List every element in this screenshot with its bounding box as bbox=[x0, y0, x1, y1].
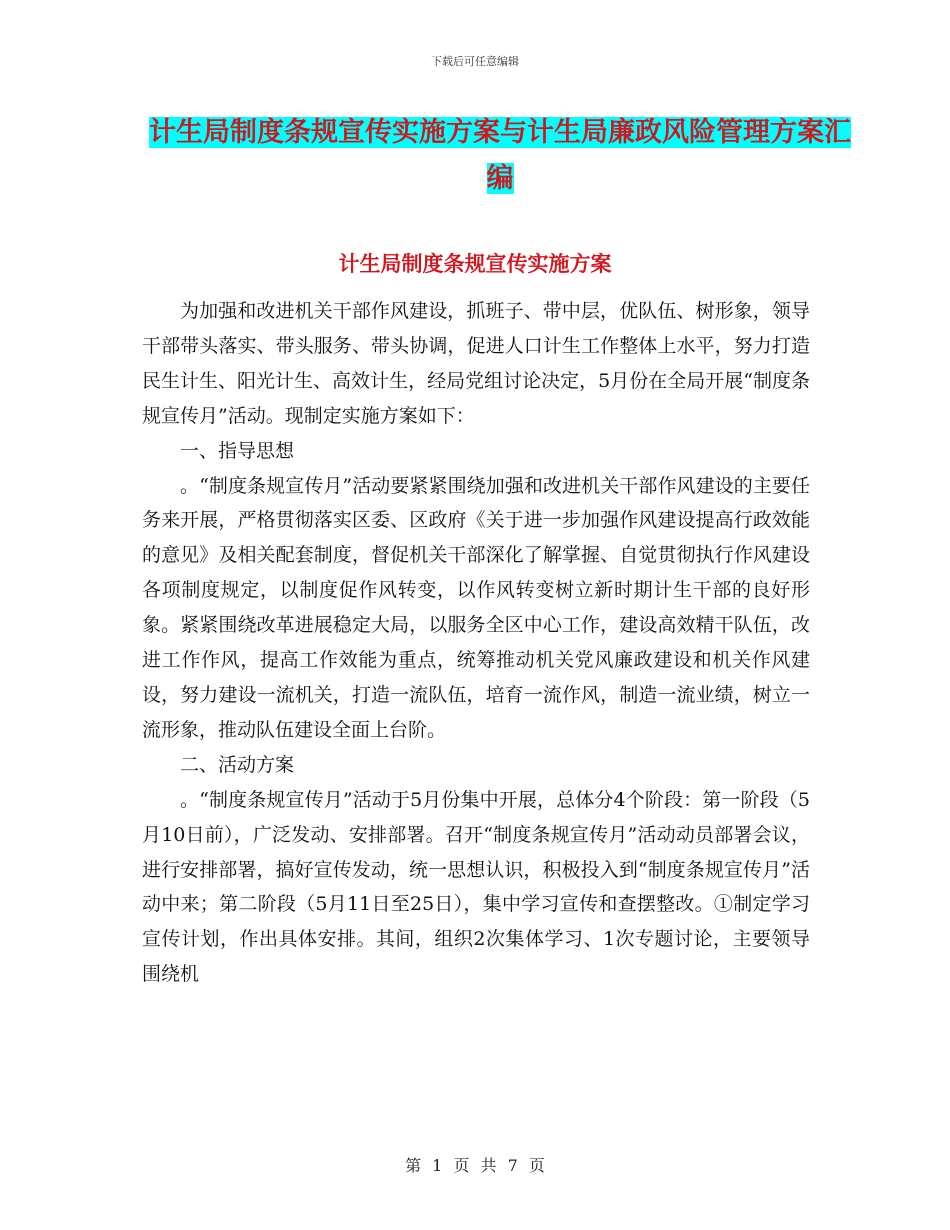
document-title-highlight: 计生局制度条规宣传实施方案与计生局廉政风险管理方案汇编 bbox=[149, 117, 851, 194]
header-note: 下载后可任意编辑 bbox=[431, 55, 519, 68]
heading-guiding-ideology: 一、指导思想 bbox=[180, 439, 295, 462]
paragraph-intro: 为加强和改进机关干部作风建设，抓班子、带中层，优队伍、树形象，领导干部带头落实、带头服务、带头协调，促进人口计生工作整体上水平，努力打造民生计生、阳光计生、高效计生，经局党组讨论决定，5月份在全局开展“制度条规宣传月”活动。现制定实施方案如下： bbox=[142, 300, 810, 427]
section-title: 计生局制度条规宣传实施方案 bbox=[338, 251, 612, 276]
document-title bbox=[140, 110, 860, 202]
paragraph-activity-plan: 。“制度条规宣传月”活动于5月份集中开展，总体分4个阶段：第一阶段（5月10日前），广泛发动、安排部署。召开“制度条规宣传月”活动动员部署会议，进行安排部署，搞好宣传发动，统一思想认识，积极投入到“制度条规宣传月”活动中来；第二阶段（5月11日至25日），集中学习宣传和查摆整改。①制定学习宣传计划，作出具体安排。其间，组织2次集体学习、1次专题讨论，主要领导围绕机 bbox=[142, 788, 810, 986]
page-number: 第 1 页 共 7 页 bbox=[405, 1156, 545, 1175]
document-body bbox=[142, 294, 810, 992]
heading-activity-plan: 二、活动方案 bbox=[180, 753, 295, 776]
paragraph-guiding-ideology: 。“制度条规宣传月”活动要紧紧围绕加强和改进机关干部作风建设的主要任务来开展，严格贯彻落实区委、区政府《关于进一步加强作风建设提高行政效能的意见》及相关配套制度，督促机关干部深化了解掌握、自觉贯彻执行作风建设各项制度规定，以制度促作风转变，以作风转变树立新时期计生干部的良好形象。紧紧围绕改革进展稳定大局，以服务全区中心工作，建设高效精干队伍，改进工作作风，提高工作效能为重点，统筹推动机关党风廉政建设和机关作风建设，努力建设一流机关，打造一流队伍，培育一流作风，制造一流业绩，树立一流形象，推动队伍建设全面上台阶。 bbox=[142, 474, 810, 741]
